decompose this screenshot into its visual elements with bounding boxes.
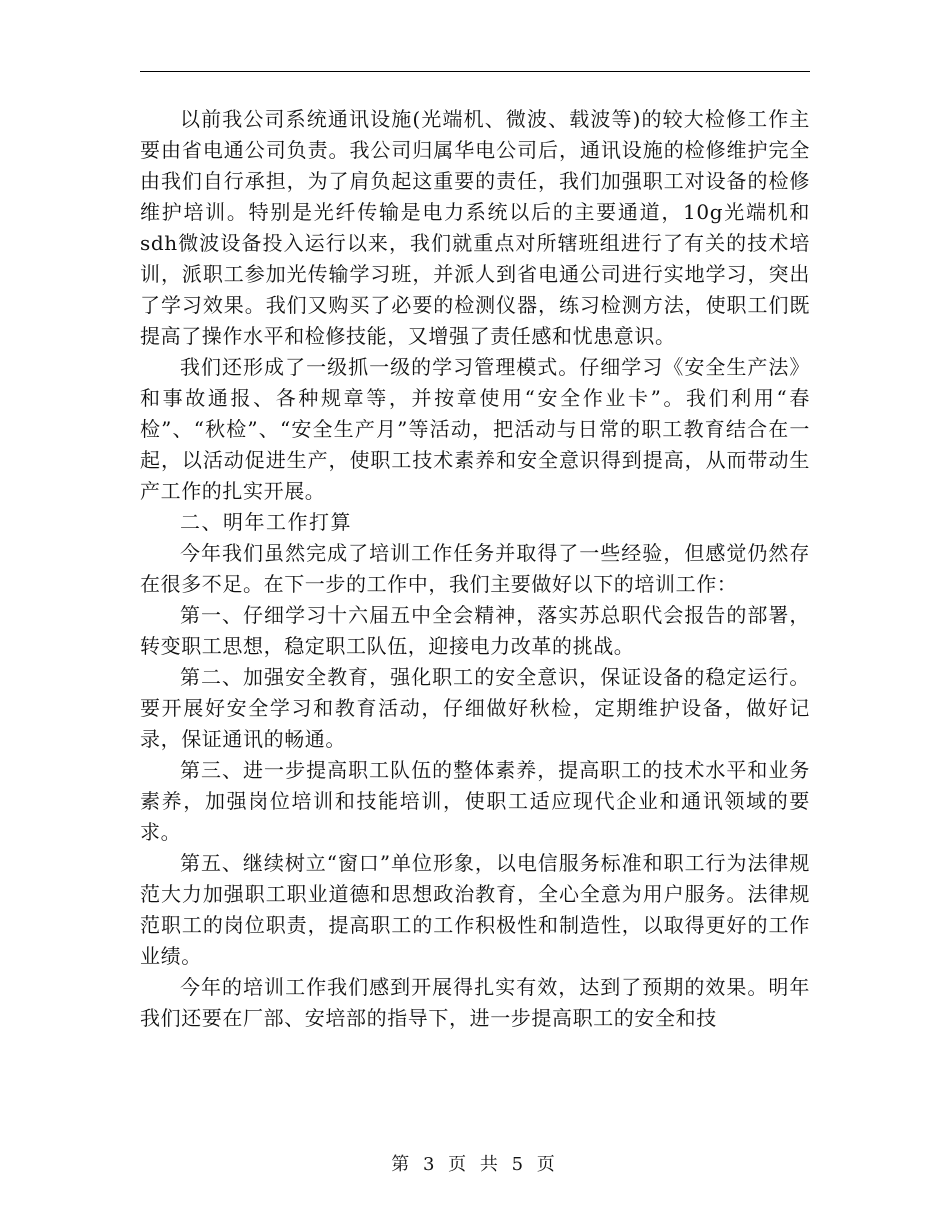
paragraph-item-second: 第二、加强安全教育，强化职工的安全意识，保证设备的稳定运行。要开展好安全学习和教育活动，仔细做好秋检，定期维护设备，做好记录，保证通讯的畅通。: [140, 665, 810, 751]
document-body: [140, 104, 810, 1034]
paragraph-comm-maintenance: 以前我公司系统通讯设施(光端机、微波、载波等)的较大检修工作主要由省电通公司负责。我公司归属华电公司后，通讯设施的检修维护完全由我们自行承担，为了肩负起这重要的责任，我们加强职工对设备的检修维护培训。特别是光纤传输是电力系统以后的主要通道，10g光端机和sdh微波设备投入运行以来，我们就重点对所辖班组进行了有关的技术培训，派职工参加光传输学习班，并派人到省电通公司进行实地学习，突出了学习效果。我们又购买了必要的检测仪器，练习检测方法，使职工们既提高了操作水平和检修技能，又增强了责任感和忧患意识。: [140, 107, 810, 348]
paragraph-shortcomings: 今年我们虽然完成了培训工作任务并取得了一些经验，但感觉仍然存在很多不足。在下一步的工作中，我们主要做好以下的培训工作：: [140, 541, 810, 596]
paragraph-item-third: 第三、进一步提高职工队伍的整体素养，提高职工的技术水平和业务素养，加强岗位培训和技能培训，使职工适应现代企业和通讯领域的要求。: [140, 758, 810, 844]
header-rule: [140, 71, 810, 72]
page-number-footer: 第 3 页 共 5 页: [391, 1154, 559, 1175]
paragraph-item-first: 第一、仔细学习十六届五中全会精神，落实苏总职代会报告的部署，转变职工思想，稳定职工队伍，迎接电力改革的挑战。: [140, 603, 810, 658]
section-heading-next-year-plan: 二、明年工作打算: [180, 510, 352, 534]
paragraph-item-fifth: 第五、继续树立“窗口”单位形象，以电信服务标准和职工行为法律规范大力加强职工职业道德和思想政治教育，全心全意为用户服务。法律规范职工的岗位职责，提高职工的工作积极性和制造性，以取得更好的工作业绩。: [140, 851, 810, 968]
paragraph-study-management: 我们还形成了一级抓一级的学习管理模式。仔细学习《安全生产法》和事故通报、各种规章等，并按章使用“安全作业卡”。我们利用“春检”、“秋检”、“安全生产月”等活动，把活动与日常的职工教育结合在一起，以活动促进生产，使职工技术素养和安全意识得到提高，从而带动生产工作的扎实开展。: [140, 355, 810, 503]
paragraph-conclusion: 今年的培训工作我们感到开展得扎实有效，达到了预期的效果。明年我们还要在厂部、安培部的指导下，进一步提高职工的安全和技: [140, 975, 810, 1030]
